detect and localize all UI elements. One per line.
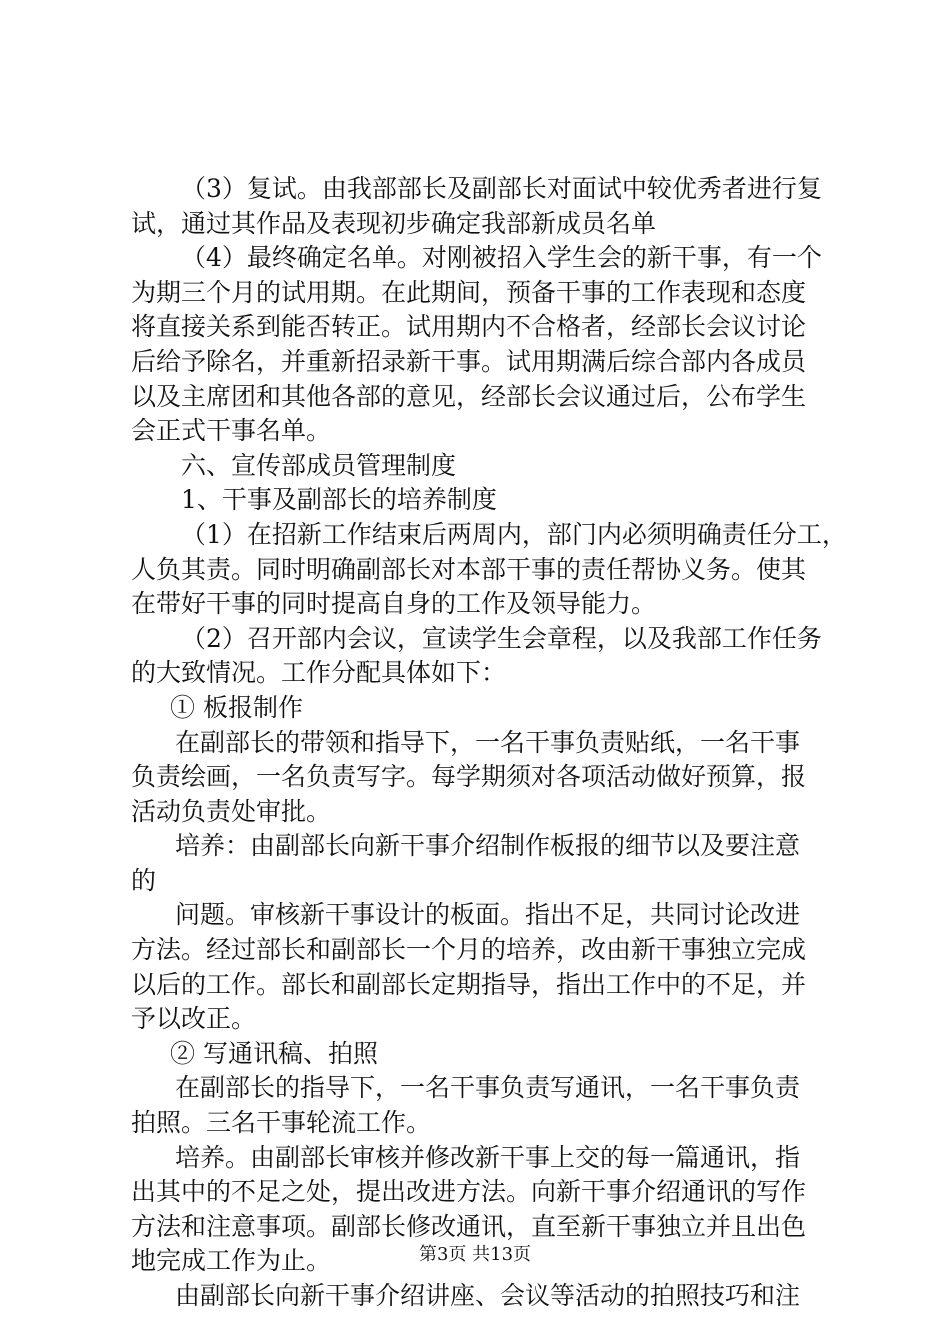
text-line: 由副部长向新干事介绍讲座、会议等活动的拍照技巧和注: [175, 1281, 801, 1310]
text-line: 培养。由副部长审核并修改新干事上交的每一篇通讯，指: [175, 1142, 801, 1172]
text-line: 以后的工作。部长和副部长定期指导，指出工作中的不足，并: [131, 969, 807, 999]
text-line: 会正式干事名单。: [131, 416, 332, 446]
text-line: 人负其责。同时明确副部长对本部干事的责任帮协义务。使其: [131, 554, 807, 584]
text-line: 的大致情况。工作分配具体如下：: [131, 658, 507, 688]
text-line: （3）复试。由我部部长及副部长对面试中较优秀者进行复: [181, 174, 822, 203]
text-line: 以及主席团和其他各部的意见，经部长会议通过后，公布学生: [131, 381, 807, 411]
text-line: 地完成工作为止。: [131, 1246, 332, 1276]
text-line: 在副部长的带领和指导下，一名干事负责贴纸，一名干事: [175, 727, 801, 757]
text-line: （2）召开部内会议，宣读学生会章程，以及我部工作任务: [181, 623, 822, 653]
text-line: （4）最终确定名单。对刚被招入学生会的新干事，有一个: [181, 243, 822, 273]
list-item-heading: ① 板报制作: [170, 692, 303, 722]
text-line: 后给予除名，并重新招录新干事。试用期满后综合部内各成员: [131, 346, 807, 376]
text-line: 予以改正。: [131, 1004, 257, 1034]
text-line: 在带好干事的同时提高自身的工作及领导能力。: [131, 589, 657, 619]
text-line: 试，通过其作品及表现初步确定我部新成员名单: [131, 208, 657, 238]
text-line: 为期三个月的试用期。在此期间，预备干事的工作表现和态度: [131, 277, 807, 307]
text-line: 培养：由副部长向新干事介绍制作板报的细节以及要注意: [175, 831, 801, 861]
text-line: 问题。审核新干事设计的板面。指出不足，共同讨论改进: [175, 900, 801, 930]
document-body: [131, 172, 847, 1314]
section-heading: 六、宣传部成员管理制度: [181, 450, 457, 480]
text-line: 出其中的不足之处，提出改进方法。向新干事介绍通讯的写作: [131, 1177, 807, 1207]
text-line: 的: [131, 865, 157, 895]
text-line: 拍照。三名干事轮流工作。: [131, 1108, 432, 1138]
text-line: 负责绘画，一名负责写字。每学期须对各项活动做好预算，报: [131, 762, 807, 792]
text-line: （1）在招新工作结束后两周内，部门内必须明确责任分工，: [181, 519, 847, 549]
list-item-heading: ② 写通讯稿、拍照: [170, 1038, 378, 1068]
text-line: 将直接关系到能否转正。试用期内不合格者，经部长会议讨论: [131, 312, 807, 342]
text-line: 在副部长的指导下，一名干事负责写通讯，一名干事负责: [175, 1073, 801, 1103]
text-line: 方法。经过部长和副部长一个月的培养，改由新干事独立完成: [131, 935, 807, 965]
text-line: 方法和注意事项。副部长修改通讯，直至新干事独立并且出色: [131, 1211, 807, 1241]
subsection-heading: 1、干事及副部长的培养制度: [181, 485, 497, 515]
text-line: 活动负责处审批。: [131, 796, 332, 826]
page-number-footer: 第3页 共13页: [418, 1244, 532, 1265]
